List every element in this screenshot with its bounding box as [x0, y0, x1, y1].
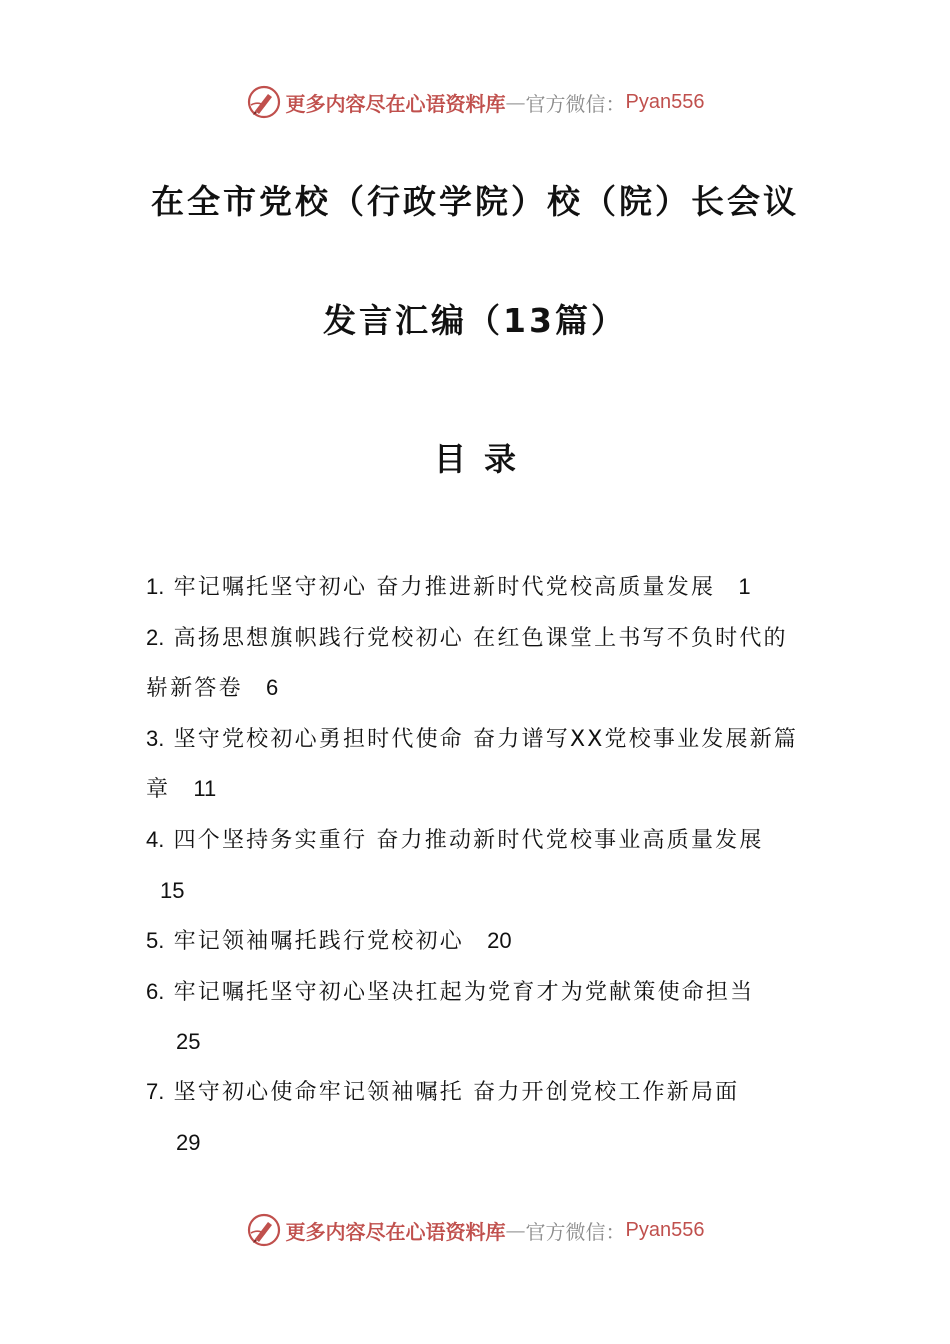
- header-watermark-banner: [0, 82, 950, 122]
- banner-dash: —: [505, 90, 526, 114]
- toc-entry-title: 牢记嘱托坚守初心坚决扛起为党育才为党献策使命担当: [173, 979, 755, 1005]
- toc-entry-page: 20: [487, 928, 512, 954]
- banner-dash: —: [505, 1218, 526, 1242]
- wechat-id: Pyan556: [625, 1218, 705, 1241]
- brand-text: 更多内容尽在心语资料库: [285, 1219, 506, 1244]
- brand-text: 更多内容尽在心语资料库: [285, 91, 506, 116]
- toc-entry-page: 15: [160, 877, 185, 903]
- toc-entry-title: 高扬思想旗帜践行党校初心 在红色课堂上书写不负时代的崭新答卷: [146, 625, 788, 702]
- toc-entry-number: 5.: [146, 928, 165, 954]
- toc-entry-number: 2.: [146, 624, 165, 650]
- toc-heading: 目录: [433, 440, 534, 478]
- toc-entry[interactable]: [146, 714, 810, 815]
- document-title-line-1: 在全市党校（行政学院）校（院）长会议: [151, 182, 799, 221]
- toc-entry-title: 牢记嘱托坚守初心 奋力推进新时代党校高质量发展: [173, 575, 716, 600]
- toc-entry-page: 25: [176, 1029, 201, 1055]
- toc-entry[interactable]: [146, 815, 810, 916]
- toc-entry-number: 1.: [146, 574, 165, 599]
- toc-entry[interactable]: [146, 967, 810, 1067]
- toc-entry-page: 6: [266, 675, 279, 701]
- wechat-id: Pyan556: [625, 90, 705, 113]
- toc-entry-title: 坚守初心使命牢记领袖嘱托 奋力开创党校工作新局面: [173, 1079, 740, 1105]
- wechat-label: 官方微信：: [525, 91, 626, 116]
- toc-entry-number: 6.: [146, 978, 165, 1004]
- toc-entry[interactable]: [146, 1067, 810, 1167]
- toc-entry[interactable]: [146, 562, 810, 613]
- toc-entry-page: 1: [738, 574, 751, 599]
- toc-entry[interactable]: [146, 916, 810, 967]
- wechat-label: 官方微信：: [525, 1219, 626, 1244]
- toc-entry-title: 四个坚持务实重行 奋力推动新时代党校事业高质量发展: [173, 827, 764, 853]
- toc-entry-number: 7.: [146, 1078, 165, 1104]
- pen-circle-logo-icon: [246, 84, 282, 120]
- document-title-line-2: 发言汇编（13篇）: [323, 301, 627, 340]
- toc-entry-number: 4.: [146, 826, 165, 852]
- toc-entry-number: 3.: [146, 725, 165, 751]
- toc-entry-page: 29: [176, 1129, 201, 1155]
- toc-entry-page: 11: [193, 776, 217, 802]
- pen-circle-logo-icon: [246, 1212, 282, 1248]
- toc-entry-title: 牢记领袖嘱托践行党校初心: [173, 929, 464, 955]
- toc-entry[interactable]: [146, 613, 810, 714]
- toc-entry-title: 坚守党校初心勇担时代使命 奋力谱写XX党校事业发展新篇章: [146, 726, 799, 803]
- footer-watermark-banner: [0, 1210, 950, 1250]
- table-of-contents: [146, 562, 810, 1167]
